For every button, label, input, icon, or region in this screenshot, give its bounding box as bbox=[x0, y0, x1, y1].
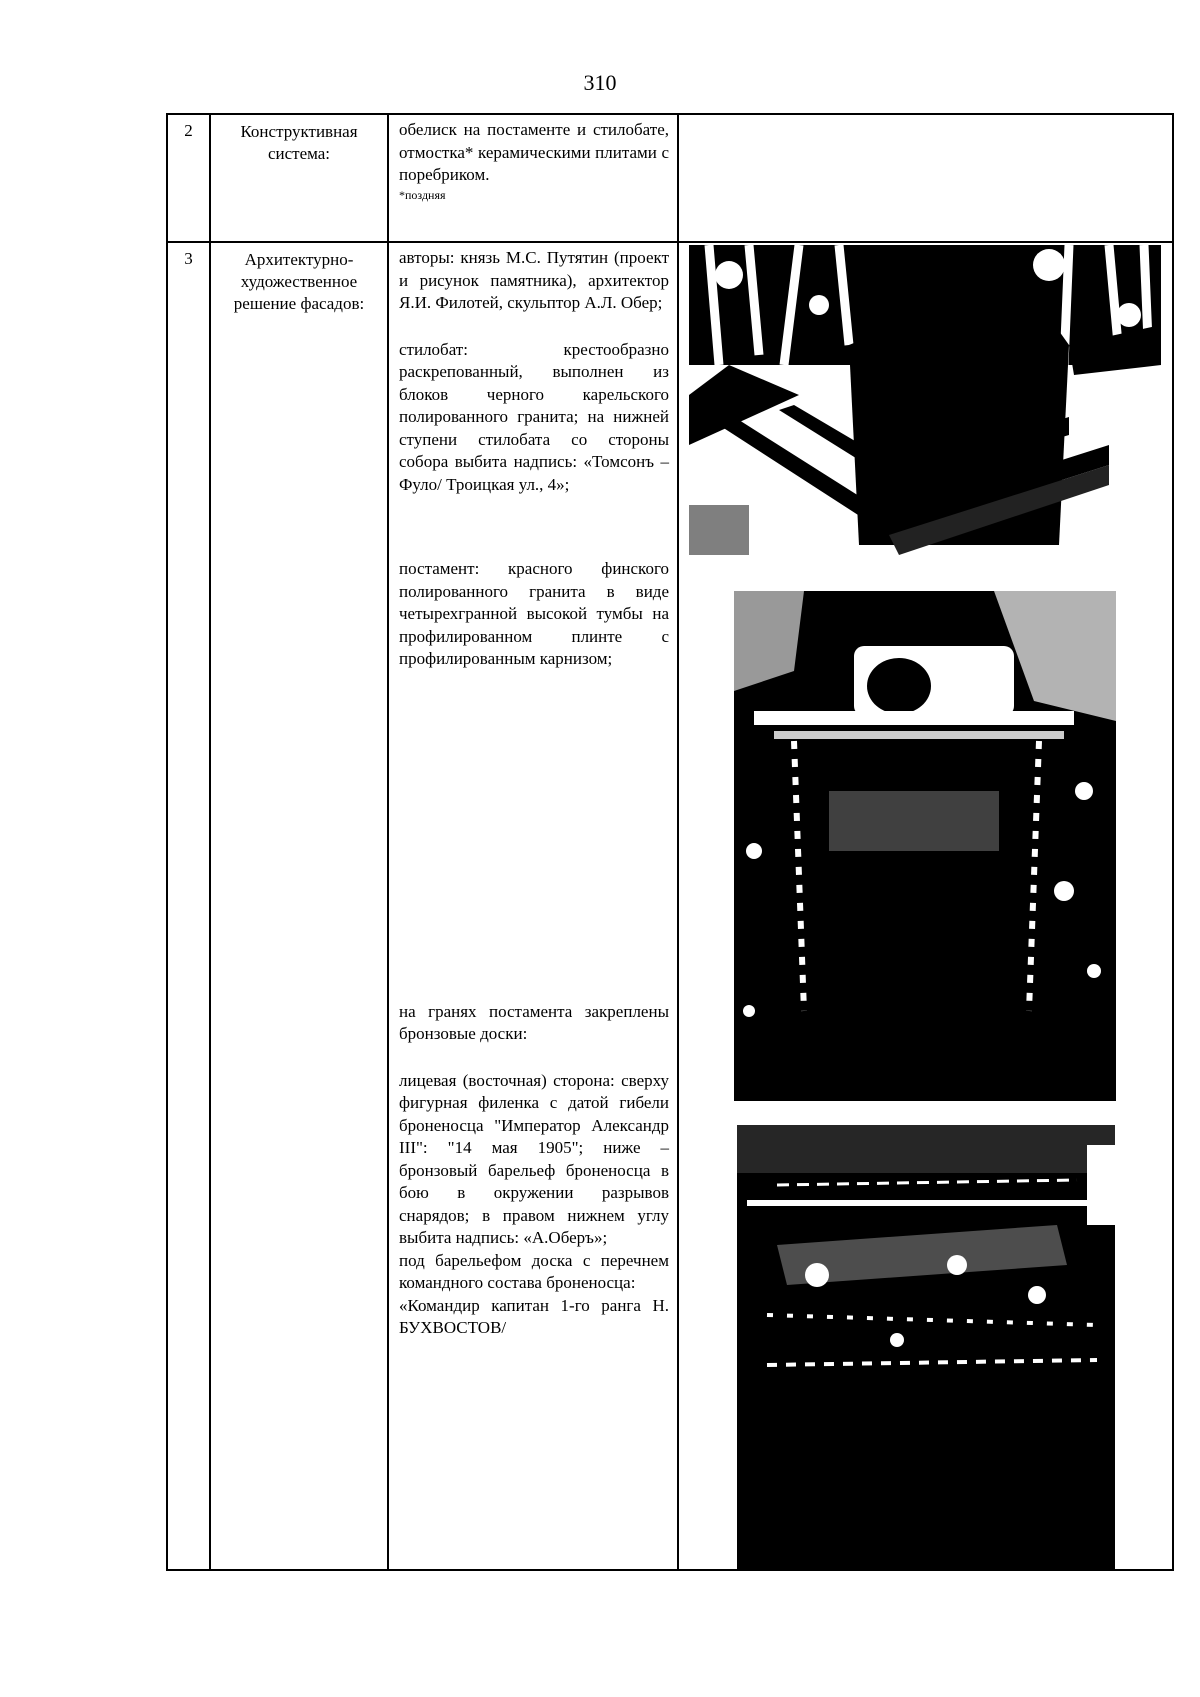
page-number: 310 bbox=[583, 70, 617, 95]
table-row bbox=[167, 114, 1173, 242]
row-description bbox=[388, 242, 678, 1570]
commanders-plaque-text: под барельефом доска с перечнем командного состава броненосца: bbox=[399, 1250, 669, 1292]
empty-image-cell bbox=[678, 114, 1173, 242]
stylobate-text: стилобат: крестообразно раскрепованный, выполнен из блоков черного карельского полированного гранита; на нижней ступени стилобата со стороны собора выбита надпись: «Томсонъ – Фуло/ Троицкая ул., 4»; bbox=[399, 339, 669, 494]
monument-description-table bbox=[166, 113, 1174, 1571]
photos-cell bbox=[678, 242, 1173, 1570]
pedestal-photo bbox=[734, 591, 1116, 1101]
authors-text: авторы: князь М.С. Путятин (проект и рисунок памятника), архитектор Я.И. Филотей, скульптор А.Л. Обер; bbox=[399, 248, 669, 312]
stylobate-photo bbox=[689, 245, 1161, 555]
structure-text: обелиск на постаменте и стилобате, отмостка* керамическими плитами с поребриком. bbox=[399, 120, 669, 184]
table-row bbox=[167, 242, 1173, 1570]
footnote-text: *поздняя bbox=[399, 187, 446, 202]
pedestal-text: постамент: красного финского полированного гранита в виде четырехгранной высокой тумбы на профилированном плинте с профилированным карнизом; bbox=[399, 559, 669, 668]
row-description bbox=[388, 114, 678, 242]
front-side-text: лицевая (восточная) сторона: сверху фигурная филенка с датой гибели броненосца "Император Александр III": "14 мая 1905"; ниже – бронзовый барельеф броненосца в бою в окружении разрывов снарядов; в правом нижнем углу выбита надпись: «А.Оберъ»; bbox=[399, 1070, 669, 1247]
row-label: Конструктивная система: bbox=[210, 114, 388, 242]
plaques-text: на гранях постамента закреплены бронзовые доски: bbox=[399, 1001, 669, 1043]
row-number: 2 bbox=[167, 114, 210, 242]
row-label: Архитектурно-художественное решение фасадов: bbox=[210, 242, 388, 1570]
row-number: 3 bbox=[167, 242, 210, 1570]
plaque-photo bbox=[737, 1125, 1115, 1570]
commander-text: «Командир капитан 1-го ранга Н. БУХВОСТОВ/ bbox=[399, 1295, 669, 1337]
